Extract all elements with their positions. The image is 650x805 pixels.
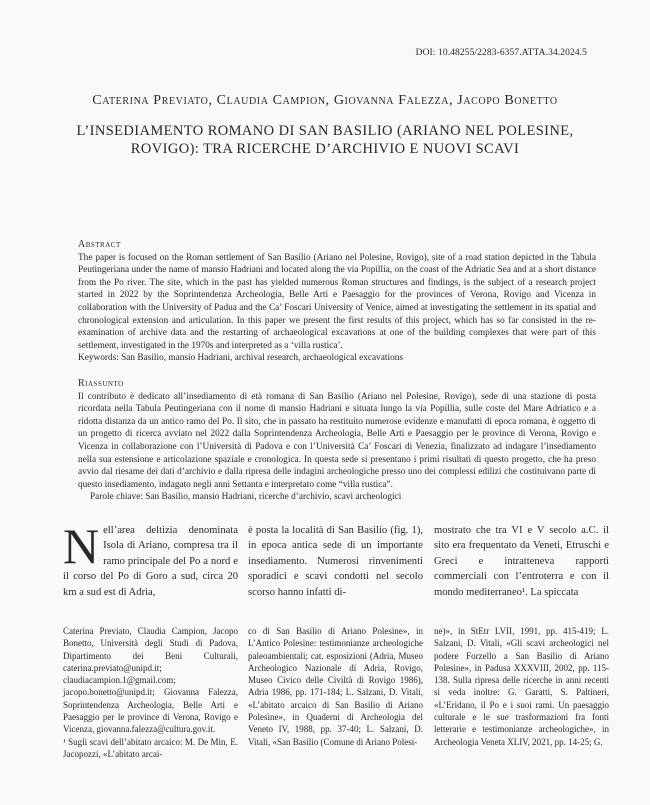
abstract-text: The paper is focused on the Roman settlement of San Basilio (Ariano nel Polesine, Rovigo), site of a road station depicted in the Tabula Peutingeriana under the name of mansio Hadriani and located along the via Popillia, on the coast of the Adriatic Sea and at a short distance from the Po river. The site, which in the past has yielded numerous Roman structures and findings, is the subject of a research project started in 2022 by the Soprintendenza Archeologia, Belle Arti e Paesaggio for the provinces of Verona, Rovigo and Vicenza in collaboration with the University of Padua and the Ca’ Foscari University of Venice, aimed at investigating the settlement in its spatial and chronological extension and articulation. In this paper we present the first results of this project, which has so far consisted in the re-examination of archive data and the restarting of archaeological excavations at one of the building complexes that were part of this settlement, investigated in the 1970s and interpreted as a ‘villa rustica’. xyxy=(78,252,596,351)
footnote-column-2: co di San Basilio di Ariano Polesine», in L’Antico Polesine: testimonianze archeologiche paleoambientali; cat. esposizioni (Adria, Museo Archeologico Nazionale di Adria, Rovigo, Museo Civico delle Civiltà di Rovigo 1986), Adria 1986, pp. 171-184; L. Salzani, D. Vitali, «L’abitato arcaico di San Basilio di Ariano Polesine», in Quaderni di Archeologia del Veneto IV, 1988, pp. 37-40; L. Salzani, D. Vitali, «San Basilio (Comune di Ariano Polesi- xyxy=(248,626,423,747)
authors: Caterina Previato, Claudia Campion, Giovanna Falezza, Jacopo Bonetto xyxy=(92,93,558,108)
body-text-1: ell’area deltizia denominata Isola di Ariano, compresa tra il ramo principale del Po a nord e il corso del Po di Goro a sud, circa 20 km a sud est di Adria, xyxy=(63,525,238,598)
abstract-keywords: Keywords: San Basilio, mansio Hadriani, archival research, archaeological excavations xyxy=(78,353,404,364)
dropcap: N xyxy=(63,518,100,574)
paper-title: L’INSEDIAMENTO ROMANO DI SAN BASILIO (ARIANO NEL POLESINE, ROVIGO): TRA RICERCHE D’ARCHIVIO E NUOVI SCAVI xyxy=(76,123,574,157)
footnote-column-3: ne)», in StEtr LVII, 1991, pp. 415-419; L. Salzani, D. Vitali, «Gli scavi archeologici nel podere Forzello a San Basilio di Ariano Polesine», in Padusa XXXVIII, 2002, pp. 115-138. Sulla ripresa delle ricerche in anni recenti si veda inoltre: G. Garatti, S. Paltineri, «L’Eridano, il Po e i suoi rami. Un paesaggio culturale e le sue trasformazioni fra fonti letterarie e testimonianze archeologiche», in Archeologia Veneta XLIV, 2021, pp. 14-25; G. xyxy=(434,626,609,747)
body-column-2: è posta la località di San Basilio (fig. 1), in epoca antica sede di un importante insediamento. Numerosi rinvenimenti sporadici e scavi condotti nel secolo scorso hanno infatti di- xyxy=(248,525,423,598)
riassunto-text: Il contributo è dedicato all’insediamento di età romana di San Basilio (Ariano nel Polesine, Rovigo), sede di una stazione di posta ricordata nella Tabula Peutingeriana con il nome di mansio Hadriani e situata lungo la via Popillia, sulle coste del Mare Adriatico e a ridotta distanza da un antico ramo del Po. Il sito, che in passato ha restituito numerose evidenze e manufatti di epoca romana, è oggetto di un progetto di ricerca avviato nel 2022 dalla Soprintendenza Archeologia, Belle Arti e Paesaggio per le province di Verona, Rovigo e Vicenza in collaborazione con l’Università di Padova e con l’Università Ca’ Foscari di Venezia, finalizzato ad indagare l’insediamento nella sua estensione e articolazione spaziale e cronologica. In questa sede si presentano i primi risultati di questo progetto, che ha preso avvio dal riesame dei dati d’archivio e dalla ripresa delle indagini archeologiche presso uno dei complessi edilizi che costituivano parte di questo insediamento, indagato negli anni Settanta e interpretato come “villa rustica”. xyxy=(78,391,596,490)
riassunto-keywords: Parole chiave: San Basilio, mansio Hadriani, ricerche d’archivio, scavi archeologici xyxy=(90,492,402,503)
footnote-column-1: Caterina Previato, Claudia Campion, Jacopo Bonetto, Università degli Studi di Padova, Dipartimento dei Beni Culturali, caterina.previato@unipd.it; claudiacampion.1@gmail.com; jacopo.bonetto@unipd.it; Giovanna Falezza, Soprintendenza Archeologia, Belle Arti e Paesaggio per le province di Verona, Rovigo e Vicenza, giovanna.falezza@cultura.gov.it. ¹ Sugli scavi dell’abitato arcaico: M. De Min, E. Jacopozzi, «L’abitato arcai- xyxy=(63,626,238,759)
abstract-heading: Abstract xyxy=(78,239,121,250)
body-column-1 xyxy=(63,518,238,600)
abstract-section xyxy=(78,239,596,365)
riassunto-heading: Riassunto xyxy=(78,378,124,389)
body-column-3: mostrato che tra VI e V secolo a.C. il sito era frequentato da Veneti, Etruschi e Greci e intratteneva rapporti commerciali con l’entroterra e con il mondo mediterraneo¹. La spiccata xyxy=(434,525,609,598)
riassunto-section xyxy=(78,378,596,504)
doi: DOI: 10.48255/2283-6357.ATTA.34.2024.5 xyxy=(415,48,587,58)
